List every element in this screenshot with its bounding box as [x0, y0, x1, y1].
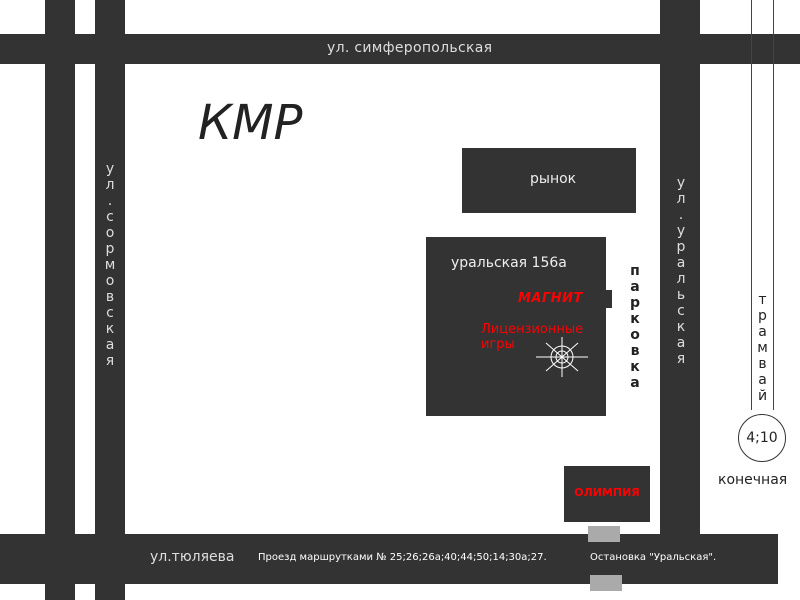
entrance-marker	[604, 290, 612, 308]
market-building[interactable]	[462, 148, 636, 213]
bus-stop-marker-top	[588, 526, 620, 542]
games-label-line1: Лицензионные	[481, 322, 584, 337]
west-road-outer	[45, 0, 75, 600]
tram-routes-label: 4;10	[746, 430, 778, 446]
tram-label: т р а м в а й	[757, 292, 768, 404]
tram-terminal-label: конечная	[718, 472, 788, 488]
bus-stop-label: Остановка "Уральская".	[590, 552, 717, 563]
street-label-south: ул.тюляева	[150, 549, 235, 565]
bus-stop-marker-bottom	[590, 575, 622, 591]
street-label-north: ул. симферопольская	[327, 40, 493, 56]
district-label: КМР	[198, 95, 303, 151]
street-label-west: у л . с о р м о в с к а я	[104, 161, 116, 369]
market-label: рынок	[530, 171, 577, 187]
parking-label: п а р к о в к а	[629, 263, 641, 391]
bus-routes-label: Проезд маршрутками № 25;26;26а;40;44;50;14;30а;27.	[258, 552, 547, 563]
tram-line-right	[773, 0, 774, 410]
main-building-address: уральская 156а	[451, 255, 567, 271]
olympia-label: ОЛИМПИЯ	[574, 486, 640, 499]
main-building[interactable]	[426, 237, 606, 416]
street-label-east: у л . у р а л ь с к а я	[676, 175, 686, 367]
games-label-line2: игры	[481, 337, 515, 352]
target-icon	[534, 337, 590, 377]
magnit-logo: МАГНИТ	[518, 291, 583, 306]
olympia-building[interactable]	[564, 466, 650, 522]
tram-route-circle[interactable]	[738, 414, 786, 462]
